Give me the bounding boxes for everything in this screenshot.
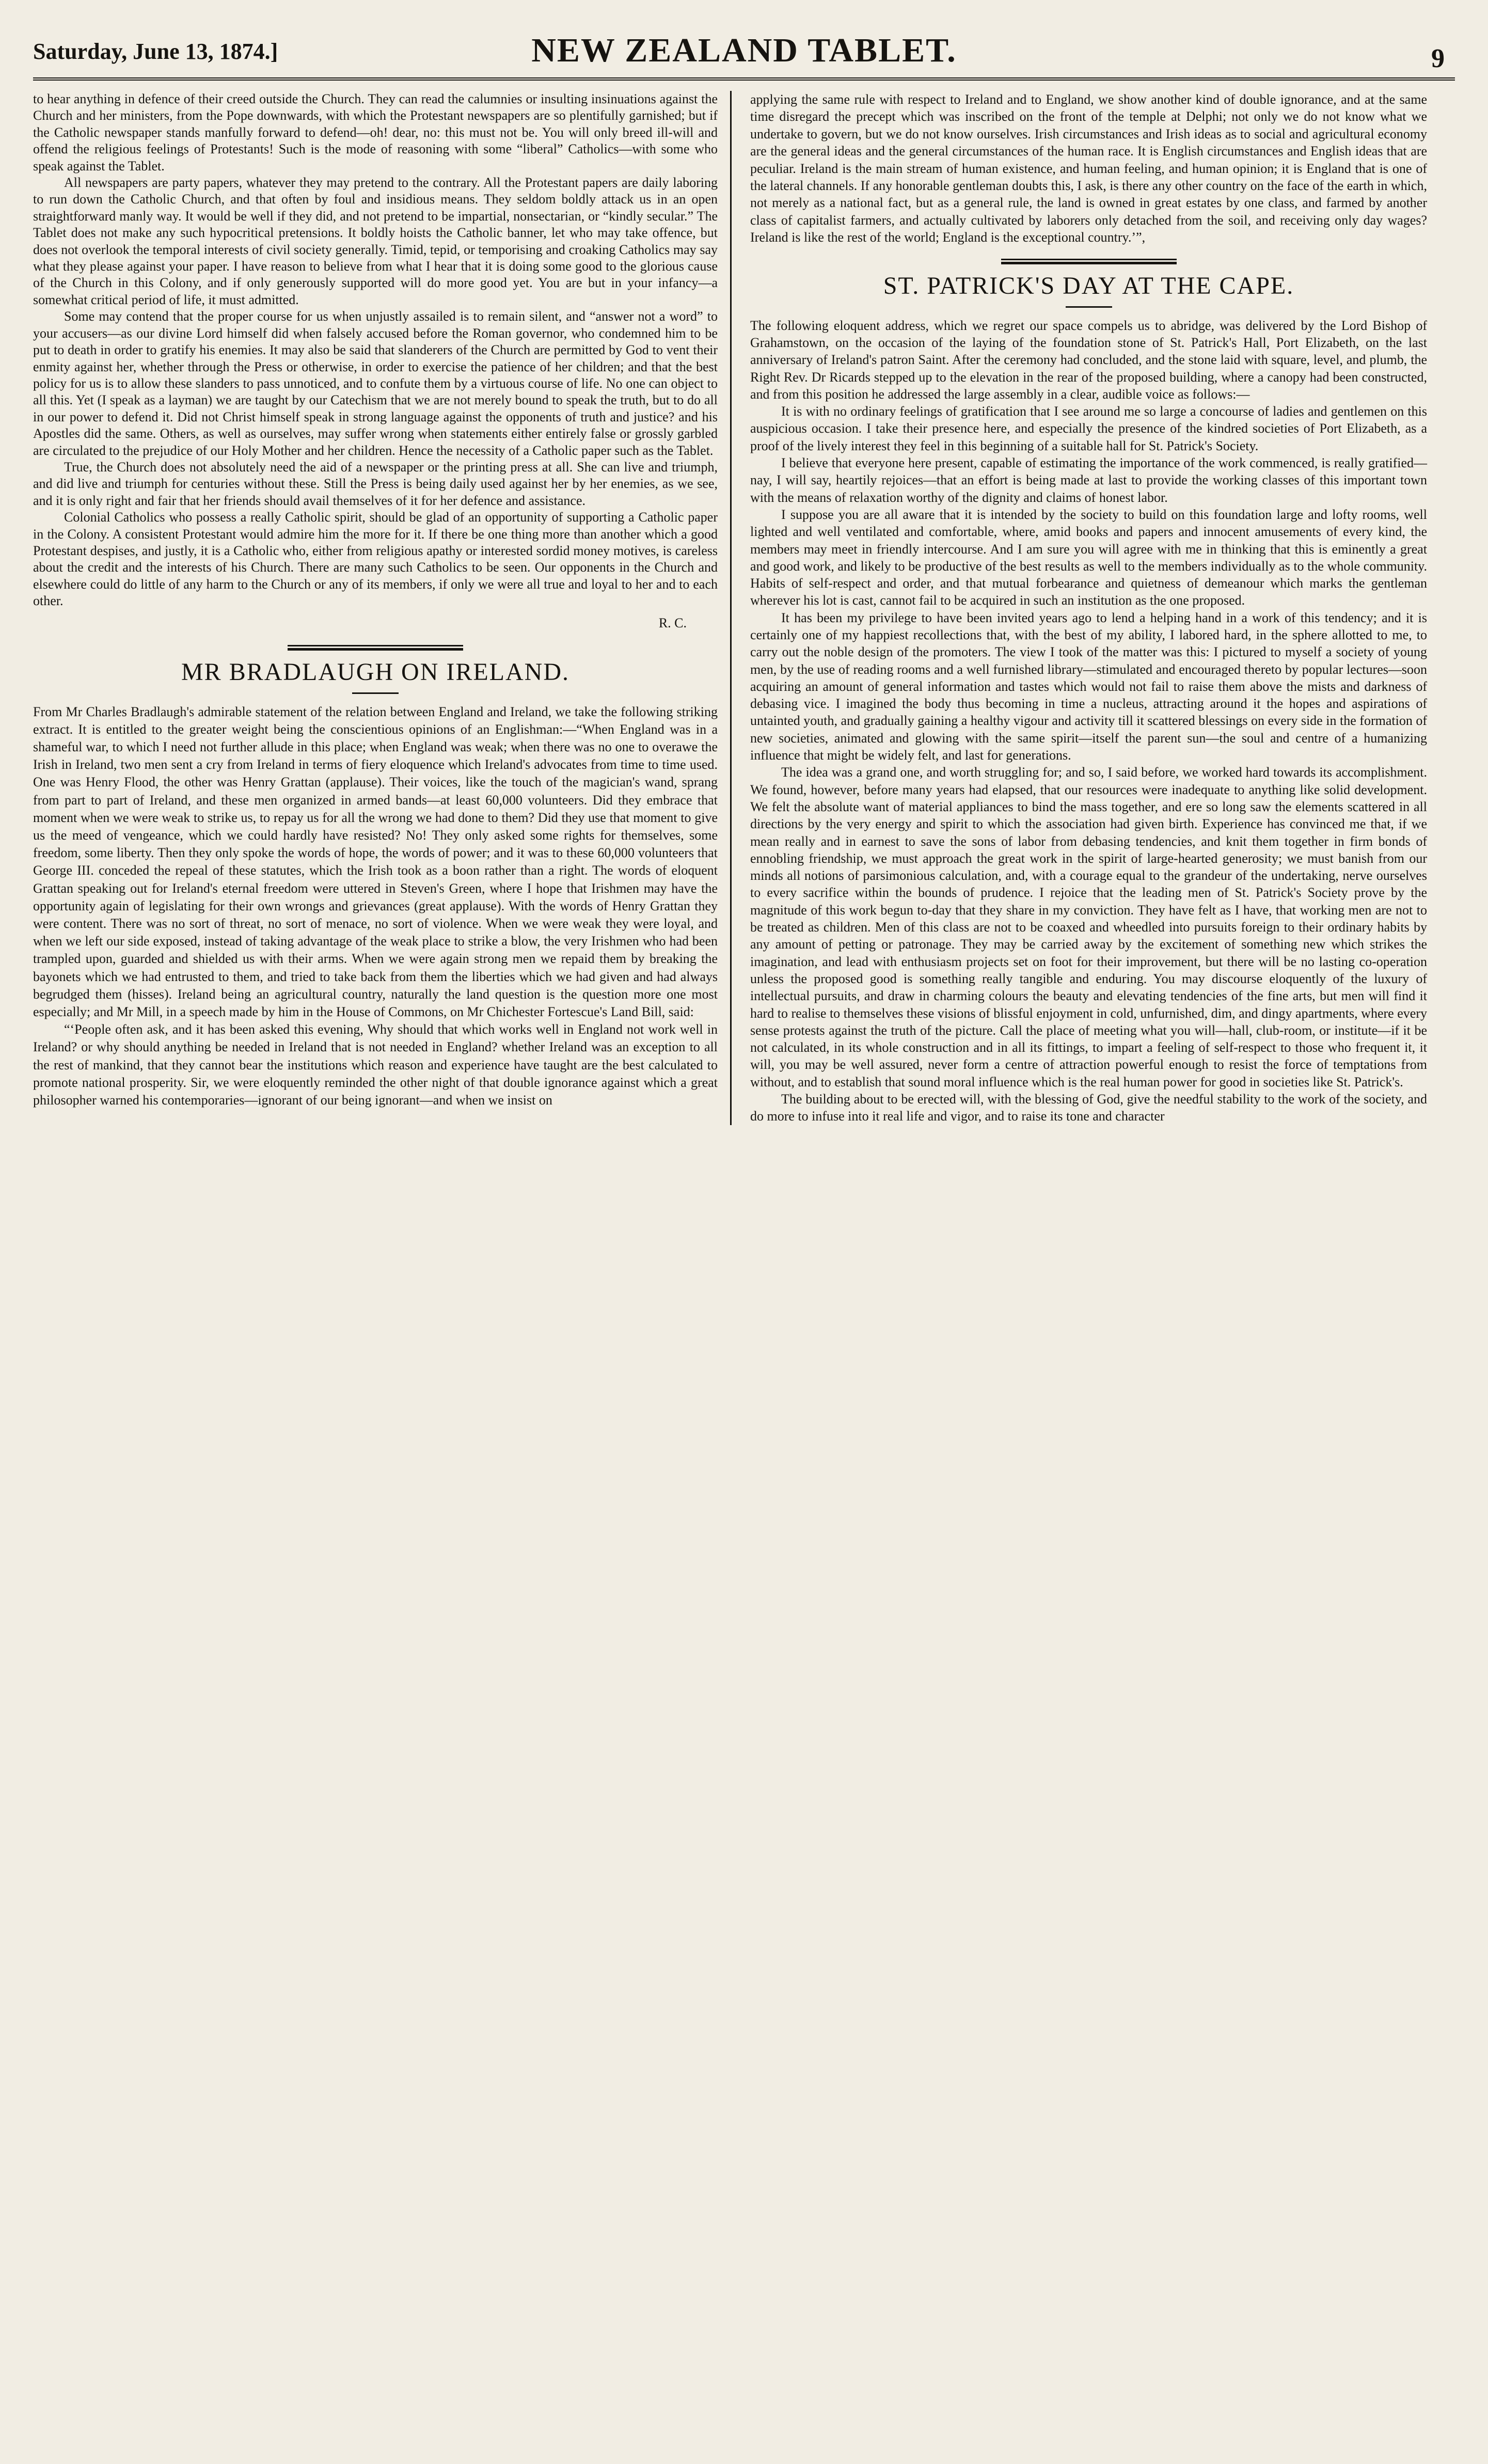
st-patricks-body [750, 317, 1427, 1125]
letter-body [33, 91, 718, 633]
letter-paragraph: Colonial Catholics who possess a really Catholic spirit, should be glad of an opportunity of supporting a Catholic paper in the Colony. A consistent Protestant would admire him the more for it. If there be one thing more than another which a good Protestant despises, and justly, it is a Catholic who, either from religious apathy or interested sordid money motives, is careless about the credit and the interests of his Church. There are many such Catholics to be seen. Our opponents in the Church and elsewhere could do little of any harm to the Church or any of its members, if only we were all true and loyal to her and to each other. [33, 510, 718, 609]
letter-paragraph: to hear anything in defence of their creed outside the Church. They can read the calumnies or insulting insinuations against the Church and her ministers, from the Pope downwards, with which the Protestant newspapers are so plentifully garnished; but if the Catholic newspaper stands manfully forward to defend—oh! dear, no: this must not be. You will only breed ill-will and offend the religious feelings of Protestants! Such is the mode of reasoning with some “liberal” Catholics—with some who speak against the Tablet. [33, 91, 718, 173]
bradlaugh-heading: MR BRADLAUGH ON IRELAND. [181, 658, 569, 686]
article-paragraph: applying the same rule with respect to Ireland and to England, we show another kind of double ignorance, and at the same time disregard the precept which was inscribed on the front of the temple at Delphi; not only we do not know what we undertake to govern, but we do not know ourselves. Irish circumstances and Irish ideas as to social and agricultural economy are the general ideas and the general circumstances of the human race. It is English circumstances and English ideas that are peculiar. Ireland is the main stream of human existence, and human feeling, and human opinion; it is England that is one of the lateral channels. If any honorable gentleman doubts this, I ask, is there any other country on the face of the earth in which, not merely as a national fact, but as a general rule, the land is owned in great estates by one class, and farmed by another class of capitalist farmers, and actually cultivated by laborers only detached from the soil, and receiving only day wages? Ireland is like the rest of the world; England is the exceptional country.’”, [750, 92, 1427, 245]
letter-paragraph: True, the Church does not absolutely need the aid of a newspaper or the printing press at all. She can live and triumph, and did live and triumph for centuries without these. Still the Press is being daily used against her by her enemies, as we see, and it is only right and fair that her friends should avail themselves of it for her defence and assistance. [33, 459, 718, 508]
page-number: 9 [1431, 44, 1445, 73]
letter-paragraph: Some may contend that the proper course for us when unjustly assailed is to remain silent, and “answer not a word” to your accusers—as our divine Lord himself did when falsely accused before the Roman governor, who condemned him to be put to death in order to gratify his enemies. It may also be said that slanderers of the Church are permitted by God to vent their enmity against her, whether through the Press or otherwise, in order to exercise the patience of her children; and that the best policy for us is to allow these slanders to pass unnoticed, and to confute them by a virtuous course of life. No one can object to all this. Yet (I speak as a layman) we are taught by our Catechism that we are not merely bound to speak the truth, but to do all in our power to defend it. Did not Christ himself speak in strong language against the opponents of truth and justice? and his Apostles did the same. Others, as well as ourselves, may suffer wrong when statements either entirely false or grossly garbled are circulated to the prejudice of our Holy Mother and her children. Hence the necessity of a Catholic paper such as the Tablet. [33, 309, 718, 458]
masthead [33, 31, 1455, 81]
letter-paragraph: All newspapers are party papers, whatever they may pretend to the contrary. All the Protestant papers are daily laboring to run down the Catholic Church, and that often by foul and insidious means. They seldom boldly attack us in an open straightforward manly way. It would be well if they did, and not pretend to be impartial, nonsectarian, or “kindly secular.” The Tablet does not make any such hypocritical pretensions. It boldly hoists the Catholic banner, let who may take offence, but does not overlook the temporal interests of civil society generally. Timid, tepid, or temporising and croaking Catholics may say what they please against your paper. I have reason to believe from what I hear that it is doing some good to the glorious cause of the Church in this Colony, and if only generously supported will do more good yet. You are but in your infancy—a somewhat critical period of life, it must admitted. [33, 175, 718, 307]
article-paragraph: It has been my privilege to have been invited years ago to lend a helping hand in a work of this tendency; and it is certainly one of my happiest recollections that, with the best of my ability, I labored hard, in the sphere allotted to me, to carry out the noble design of the promoters. The view I took of the matter was this: I pictured to myself a society of young men, by the use of reading rooms and a well furnished library—stimulated and encouraged thereto by popular lectures—soon acquiring an amount of general information and tastes which would not fail to raise them above the mists and darkness of debasing vice. I imagined the body thus becoming in time a nucleus, attracting around it the hopes and aspirations of untainted youth, and gradually gaining a healthy vigour and activity till it scattered blessings on every side in the formation of new societies, animated and glowing with the same spirit—itself the parent sun—the soul and centre of a humanizing influence that might be widely felt, and last for generations. [750, 610, 1427, 763]
heading-rule [352, 692, 399, 694]
article-paragraph: The building about to be erected will, with the blessing of God, give the needful stability to the work of the society, and do more to infuse into it real life and vigor, and to raise its tone and character [750, 1092, 1427, 1124]
heading-rule [1066, 306, 1112, 308]
article-paragraph: It is with no ordinary feelings of gratification that I see around me so large a concourse of ladies and gentlemen on this auspicious occasion. I take their presence here, and especially the presence of the kindred societies of Port Elizabeth, as a proof of the lively interest they feel in this beginning of a suitable hall for St. Patrick's Society. [750, 404, 1427, 453]
right-column [730, 91, 1427, 1125]
article-paragraph: The following eloquent address, which we regret our space compels us to abridge, was delivered by the Lord Bishop of Grahamstown, on the occasion of the laying of the foundation stone of St. Patrick's Hall, Port Elizabeth, on the last anniversary of Ireland's patron Saint. After the ceremony had concluded, and the stone laid with square, level, and plumb, the Right Rev. Dr Ricards stepped up to the elevation in the rear of the proposed building, where a canopy had been constructed, and from this position he addressed the large assembly in a clear, audible voice as follows:— [750, 318, 1427, 402]
article-paragraph: From Mr Charles Bradlaugh's admirable statement of the relation between England and Ireland, we take the following striking extract. It is entitled to the greater weight being the conscientious opinions of an Englishman:—“When England was in a shameful war, to which I need not further allude in this place; when England was weak; when there was no one to overawe the Irish in Ireland, two men sent a cry from Ireland in terms of fiery eloquence which Ireland's advocates from time to time used. One was Henry Flood, the other was Henry Grattan (applause). Their voices, like the touch of the magician's wand, sprang from part to part of Ireland, and these men organized in armed bands—at least 60,000 volunteers. Did they embrace that moment when we were weak to strike us, to repay us for all the wrong we had done to them? Did they use that moment to give us the meed of vengeance, which we could hardly have resisted? No! They only asked some rights for themselves, some freedom, some liberty. Then they only spoke the words of hope, the words of power; and it was to these 60,000 volunteers that George III. conceded the repeal of these statutes, which the Irish took as a boon rather than a right. The words of eloquent Grattan speaking out for Ireland's eternal freedom were uttered in Steven's Green, where I hope that Irishmen may have the opportunity again of legislating for their own wrongs and grievances (great applause). With the words of Henry Grattan they were content. There was no sort of threat, no sort of menace, no sort of violence. When we were weak they were loyal, and when we left our side exposed, instead of taking advantage of the weak place to strike a blow, the very Irishmen who had been trampled upon, guarded and shielded us with their arms. When we were again strong men we repaid them by breaking the bayonets which we had entrusted to them, and tried to take back from them the liberties which we had given and had always begrudged them (hisses). Ireland being an agricultural country, naturally the land question is the question more one most especially; and Mr Mill, in a speech made by him in the House of Commons, on Mr Chichester Fortescue's Land Bill, said: [33, 704, 718, 1020]
divider-rule [1001, 259, 1177, 264]
issue-date: Saturday, June 13, 1874.] [33, 39, 278, 64]
bradlaugh-continuation [750, 91, 1427, 246]
divider-rule [288, 645, 463, 651]
section-divider [33, 645, 718, 651]
article-paragraph: I believe that everyone here present, capable of estimating the importance of the work commenced, is really gratified—nay, I will say, heartily rejoices—that an effort is being made at last to provide the working classes of this important town with the means of relaxation worthy of the dignity and claims of honest labor. [750, 455, 1427, 505]
section-divider [750, 259, 1427, 264]
st-patricks-heading: ST. PATRICK'S DAY AT THE CAPE. [883, 272, 1294, 299]
article-paragraph: I suppose you are all aware that it is intended by the society to build on this foundation large and lofty rooms, well lighted and well ventilated and comfortable, where, amid books and papers and innocent amusements of every kind, the members may meet in friendly intercourse. And I am sure you will agree with me in thinking that this is eminently a great and good work, and likely to be productive of the best results as well to the members individually as to the whole community. Habits of self-respect and order, and that mutual forbearance and quietness of demeanour which marks the gentleman wherever his lot is cast, cannot fail to be acquired in such an institution as the one proposed. [750, 507, 1427, 608]
letter-signature: R. C. [658, 615, 687, 630]
columns [33, 91, 1455, 1125]
newspaper-title: NEW ZEALAND TABLET. [531, 31, 957, 69]
bradlaugh-body [33, 703, 718, 1110]
article-paragraph: “‘People often ask, and it has been asked this evening, Why should that which works well in England not work well in Ireland? or why should anything be needed in Ireland that is not needed in England? whether Ireland was an exception to all the rest of mankind, that they cannot bear the institutions which reason and experience have taught are the best calculated to promote national prosperity. Sir, we were eloquently reminded the other night of that double ignorance against which a great philosopher warned his contemporaries—ignorant of our being ignorant—and when we insist on [33, 1022, 718, 1108]
article-paragraph: The idea was a grand one, and worth struggling for; and so, I said before, we worked hard towards its accomplishment. We found, however, before many years had elapsed, that our resources were inadequate to anything like solid development. We felt the absolute want of material appliances to bind the mass together, and ere so long saw the elements scattered in all directions by the very energy and spirit to which the association had given birth. Experience has convinced me that, if we mean really and in earnest to save the sons of labor from debasing tendencies, and knit them together in firm bonds of ennobling friendship, we must approach the great work in the spirit of large-hearted generosity; we must banish from our minds all notions of parsimonious calculation, and, with a courage equal to the grandeur of the undertaking, nerve ourselves to every sacrifice within the bounds of prudence. I rejoice that the leading men of St. Patrick's Society prove by the magnitude of this work begun to-day that they share in my conviction. They have felt as I have, that working men are not to be treated as children. Men of this class are not to be coaxed and wheedled into pursuits foreign to their ordinary habits by any amount of petting or patronage. They may be carried away by the excitement of something new which strikes the imagination, and lead with enthusiasm projects set on foot for their improvement, but there will be no lasting co-operation unless the proposed good is something really tangible and enduring. You may discourse eloquently of the luxury of intellectual pursuits, and draw in charming colours the beauty and elevating tendencies of the fine arts, but men will find it hard to realise to themselves these visions of blissful enjoyment in cold, unfurnished, dim, and dingy apartments, where every sense protests against the truth of the picture. Call the place of meeting what you will—hall, club-room, or institute—if it be not calculated, in its whole construction and in all its fittings, to impart a feeling of self-respect to those who frequent it, it will, you may be well assured, never form a centre of attraction powerful enough to resist the force of temptations from without, and to establish that sound moral influence which is the real human power for good in societies like St. Patrick's. [750, 765, 1427, 1089]
left-column [33, 91, 730, 1125]
